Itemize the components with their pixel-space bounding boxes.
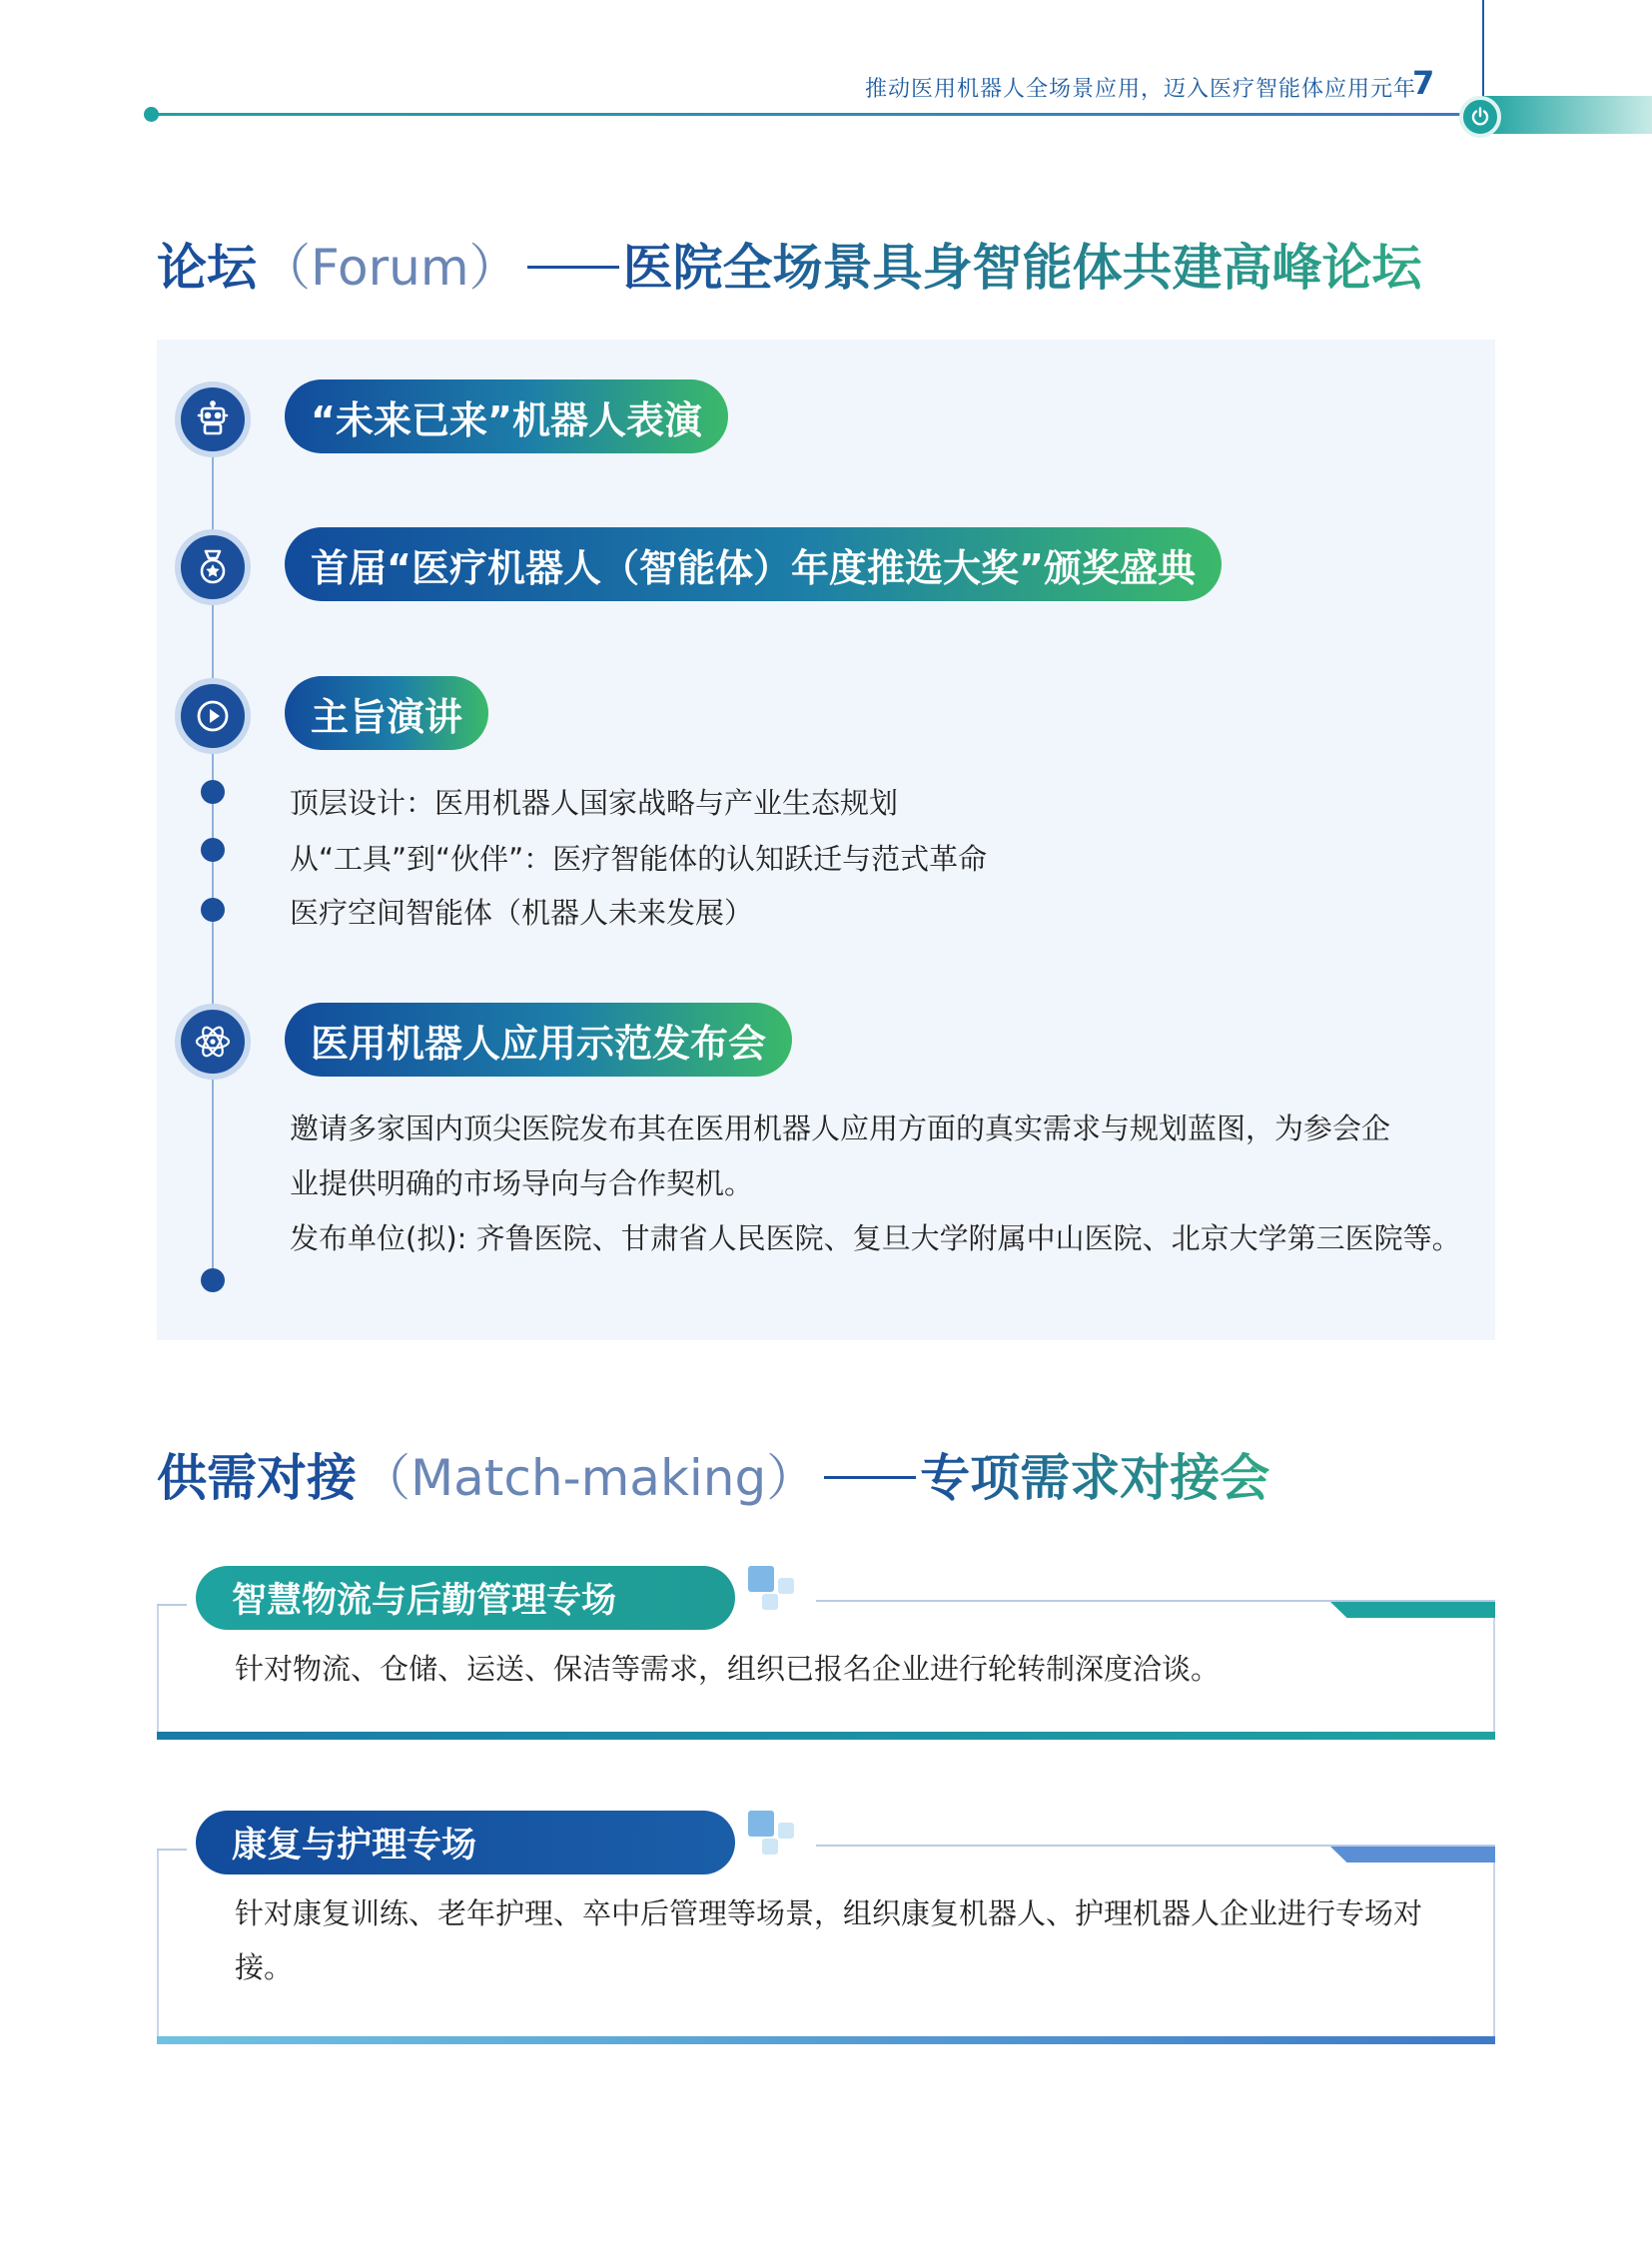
keynote-bullet: 医疗空间智能体（机器人未来发展） <box>290 896 754 930</box>
matchmaking-section-title <box>157 1438 1269 1510</box>
deco-square <box>748 1566 774 1592</box>
deco-square <box>778 1578 794 1594</box>
power-icon <box>1459 96 1501 138</box>
deco-square <box>762 1839 778 1855</box>
card-description: 针对物流、仓储、运送、保洁等需求，组织已报名企业进行轮转制深度洽谈。 <box>235 1652 1221 1686</box>
card-bottom-bar <box>157 2036 1495 2044</box>
demo-release-desc: 业提供明确的市场导向与合作契机。 <box>290 1166 754 1200</box>
header-rule-dot <box>144 107 159 122</box>
timeline-dot <box>201 1268 225 1292</box>
page-number: 7 <box>1412 64 1435 102</box>
header-accent-bar <box>1484 96 1652 134</box>
matchmaking-card-logistics <box>157 1558 1495 1758</box>
timeline-dot <box>201 898 225 922</box>
forum-item-award-ceremony: 首届“医疗机器人（智能体）年度推选大奖”颁奖盛典 <box>285 527 1222 601</box>
robot-icon <box>175 381 251 457</box>
matchmaking-title-zh: 供需对接 <box>157 1449 357 1507</box>
keynote-bullet: 顶层设计：医用机器人国家战略与产业生态规划 <box>290 786 899 820</box>
keynote-bullet: 从“工具”到“伙伴”：医疗智能体的认知跃迁与范式革命 <box>290 842 988 876</box>
forum-title-sub: 医院全场景具身智能体共建高峰论坛 <box>623 228 1422 300</box>
card-corner-stripe <box>1330 1847 1495 1863</box>
header-vertical-rule <box>1482 0 1484 100</box>
card-bottom-bar <box>157 1732 1495 1740</box>
forum-section-title <box>157 228 1422 300</box>
forum-item-robot-show: “未来已来”机器人表演 <box>285 379 728 453</box>
demo-release-desc: 邀请多家国内顶尖医院发布其在医用机器人应用方面的真实需求与规划蓝图，为参会企 <box>290 1112 1391 1145</box>
matchmaking-card-rehab <box>157 1803 1495 2062</box>
demo-release-units: 发布单位(拟): 齐鲁医院、甘肃省人民医院、复旦大学附属中山医院、北京大学第三医院等。 <box>290 1221 1461 1255</box>
card-border <box>157 1604 187 1606</box>
timeline-dot <box>201 780 225 804</box>
matchmaking-title-sub: 专项需求对接会 <box>920 1438 1269 1510</box>
matchmaking-title-en: （Match-making） <box>361 1449 817 1507</box>
forum-title-zh: 论坛 <box>157 239 257 297</box>
play-icon <box>175 678 251 754</box>
card-tab-label: 智慧物流与后勤管理专场 <box>196 1566 735 1630</box>
card-description: 针对康复训练、老年护理、卒中后管理等场景，组织康复机器人、护理机器人企业进行专场对接。 <box>235 1896 1423 1984</box>
medal-icon <box>175 529 251 605</box>
forum-item-demo-release: 医用机器人应用示范发布会 <box>285 1003 792 1077</box>
forum-item-keynote: 主旨演讲 <box>285 676 488 750</box>
header-rule <box>152 113 1468 116</box>
forum-title-en: （Forum） <box>261 239 519 297</box>
card-corner-stripe <box>1330 1602 1495 1618</box>
card-border <box>816 1845 1495 1847</box>
deco-square <box>762 1594 778 1610</box>
atom-icon <box>175 1004 251 1080</box>
running-title: 推动医用机器人全场景应用，迈入医疗智能体应用元年 <box>864 77 1416 102</box>
card-tab-label: 康复与护理专场 <box>196 1811 735 1874</box>
deco-square <box>748 1811 774 1837</box>
card-border <box>816 1600 1495 1602</box>
timeline-dot <box>201 838 225 862</box>
card-border <box>157 1849 187 1851</box>
title-dash <box>527 266 619 269</box>
title-dash <box>824 1476 916 1479</box>
deco-square <box>778 1823 794 1839</box>
